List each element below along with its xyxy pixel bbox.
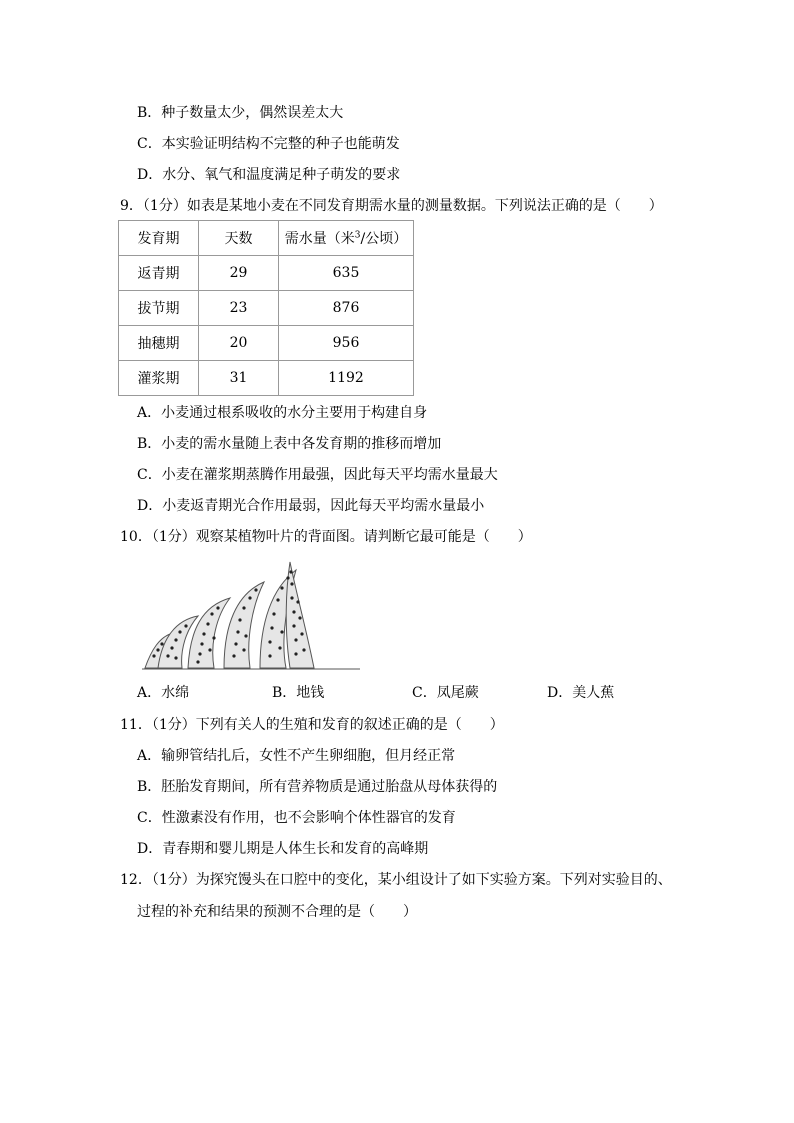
q10-option-a: A．水绵: [137, 685, 190, 701]
cell-water: 635: [279, 256, 414, 291]
q11-option-a: A．输卵管结扎后，女性不产生卵细胞，但月经正常: [137, 748, 456, 764]
q10-stem: 10．（1分）观察某植物叶片的背面图。请判断它最可能是（ ）: [120, 529, 532, 545]
header-water-unit: /公顷）: [360, 231, 408, 247]
table-header-row: [119, 221, 414, 256]
table-row: [119, 291, 414, 326]
table-row: [119, 326, 414, 361]
q11-option-d: D．青春期和婴儿期是人体生长和发育的高峰期: [137, 841, 429, 857]
q8-option-b: B．种子数量太少，偶然误差太大: [137, 105, 344, 121]
fern-leaf-illustration: [140, 558, 405, 673]
q8-option-c: C．本实验证明结构不完整的种子也能萌发: [137, 136, 400, 152]
q11-stem: 11．（1分）下列有关人的生殖和发育的叙述正确的是（ ）: [120, 717, 504, 733]
cell-water: 876: [279, 291, 414, 326]
cell-stage: 抽穗期: [119, 326, 199, 361]
header-water-superscript: 3: [354, 230, 361, 241]
q12-stem-line1: 12．（1分）为探究馒头在口腔中的变化，某小组设计了如下实验方案。下列对实验目的、: [120, 872, 672, 888]
header-water: [279, 221, 414, 256]
q11-option-c: C．性激素没有作用，也不会影响个体性器官的发育: [137, 810, 456, 826]
water-demand-table: [118, 220, 414, 396]
cell-days: 23: [199, 291, 279, 326]
q11-option-b: B．胚胎发育期间，所有营养物质是通过胎盘从母体获得的: [137, 779, 498, 795]
q9-option-d: D．小麦返青期光合作用最弱，因此每天平均需水量最小: [137, 498, 485, 514]
cell-stage: 返青期: [119, 256, 199, 291]
header-water-label: 需水量（米: [284, 231, 355, 247]
q10-option-c: C．凤尾蕨: [412, 685, 479, 701]
cell-days: 20: [199, 326, 279, 361]
q9-option-b: B．小麦的需水量随上表中各发育期的推移而增加: [137, 436, 442, 452]
cell-water: 1192: [279, 361, 414, 396]
cell-stage: 灌浆期: [119, 361, 199, 396]
cell-days: 31: [199, 361, 279, 396]
header-days: 天数: [199, 221, 279, 256]
cell-water: 956: [279, 326, 414, 361]
q8-option-d: D．水分、氧气和温度满足种子萌发的要求: [137, 167, 401, 183]
header-stage: 发育期: [119, 221, 199, 256]
q9-option-c: C．小麦在灌浆期蒸腾作用最强，因此每天平均需水量最大: [137, 467, 498, 483]
q9-stem: 9．（1分）如表是某地小麦在不同发育期需水量的测量数据。下列说法正确的是（ ）: [120, 198, 663, 214]
q9-option-a: A．小麦通过根系吸收的水分主要用于构建自身: [137, 405, 428, 421]
q10-option-d: D．美人蕉: [547, 685, 615, 701]
q10-option-b: B．地钱: [272, 685, 325, 701]
cell-days: 29: [199, 256, 279, 291]
table-row: [119, 361, 414, 396]
q12-stem-line2: 过程的补充和结果的预测不合理的是（ ）: [137, 904, 417, 920]
table-row: [119, 256, 414, 291]
cell-stage: 拔节期: [119, 291, 199, 326]
